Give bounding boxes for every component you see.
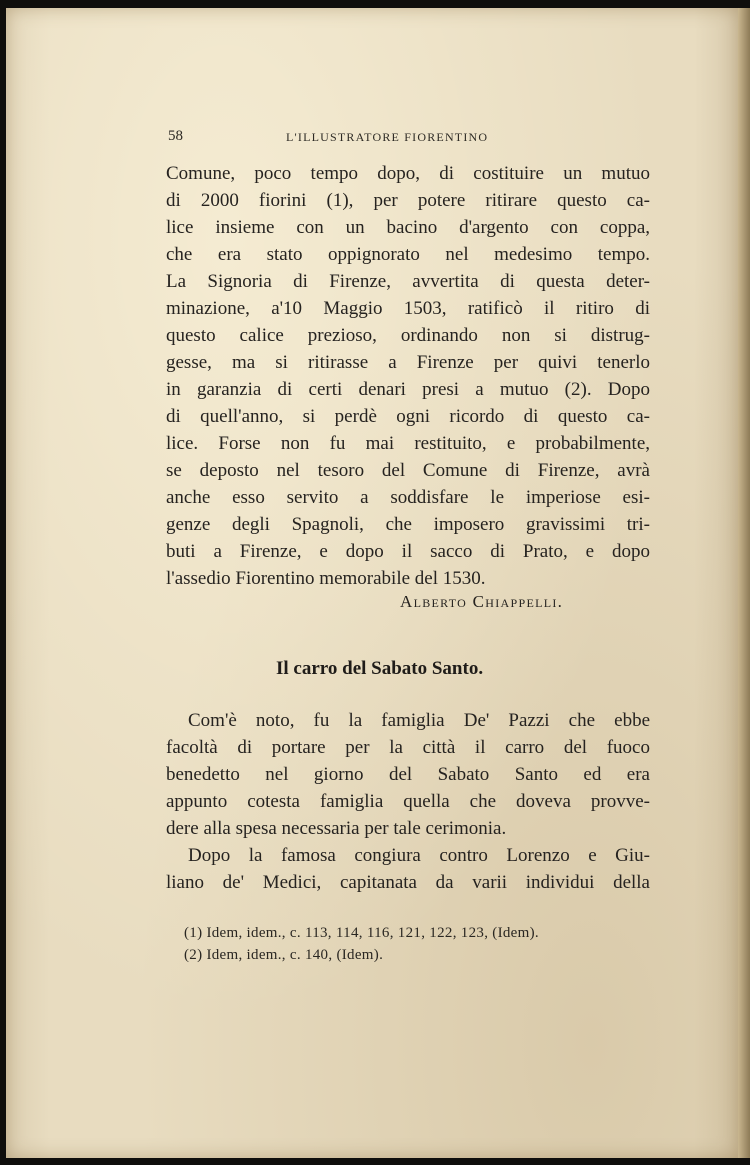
text-line: Com'è noto, fu la famiglia De' Pazzi che ebbe: [188, 710, 650, 731]
text-line: minazione, a'10 Maggio 1503, ratificò il ritiro di: [166, 298, 650, 319]
text-line: in garanzia di certi denari presi a mutuo (2). Dopo: [166, 379, 650, 400]
text-line: Dopo la famosa congiura contro Lorenzo e Giu-: [188, 845, 650, 866]
text-line: buti a Firenze, e dopo il sacco di Prato, e dopo: [166, 541, 650, 562]
footnotes: [184, 922, 654, 966]
text-line: facoltà di portare per la città il carro del fuoco: [166, 737, 650, 758]
text-line: appunto cotesta famiglia quella che doveva provve-: [166, 791, 650, 812]
page-edge: [738, 8, 750, 1158]
text-line: lice. Forse non fu mai restituito, e probabilmente,: [166, 433, 650, 454]
text-line: questo calice prezioso, ordinando non si distrug-: [166, 325, 650, 346]
section-text: [166, 707, 650, 896]
author-signature: Alberto Chiappelli.: [400, 592, 564, 611]
text-line: gesse, ma si ritirasse a Firenze per quivi tenerlo: [166, 352, 650, 373]
text-line: di quell'anno, si perdè ogni ricordo di questo ca-: [166, 406, 650, 427]
footnote: (2) Idem, idem., c. 140, (Idem).: [184, 947, 384, 963]
page-header: [168, 128, 648, 150]
text-line: Comune, poco tempo dopo, di costituire un mutuo: [166, 163, 650, 184]
running-title: L'ILLUSTRATORE FIORENTINO: [286, 130, 489, 144]
text-line: se deposto nel tesoro del Comune di Firenze, avrà: [166, 460, 650, 481]
text-line: dere alla spesa necessaria per tale cerimonia.: [166, 818, 507, 839]
text-line: l'assedio Fiorentino memorabile del 1530.: [166, 568, 486, 589]
text-line: anche esso servito a soddisfare le imperiose esi-: [166, 487, 650, 508]
footnote: (1) Idem, idem., c. 113, 114, 116, 121, 122, 123, (Idem).: [184, 925, 539, 941]
text-line: benedetto nel giorno del Sabato Santo ed era: [166, 764, 650, 785]
text-line: genze degli Spagnoli, che imposero gravissimi tri-: [166, 514, 650, 535]
text-line: che era stato oppignorato nel medesimo tempo.: [166, 244, 650, 265]
text-line: lice insieme con un bacino d'argento con coppa,: [166, 217, 650, 238]
section-title: Il carro del Sabato Santo.: [276, 658, 484, 679]
article-end-text: [166, 160, 650, 592]
text-line: di 2000 fiorini (1), per potere ritirare questo ca-: [166, 190, 650, 211]
text-line: liano de' Medici, capitanata da varii individui della: [166, 872, 650, 893]
page-number: 58: [168, 128, 183, 144]
text-line: La Signoria di Firenze, avvertita di questa deter-: [166, 271, 650, 292]
